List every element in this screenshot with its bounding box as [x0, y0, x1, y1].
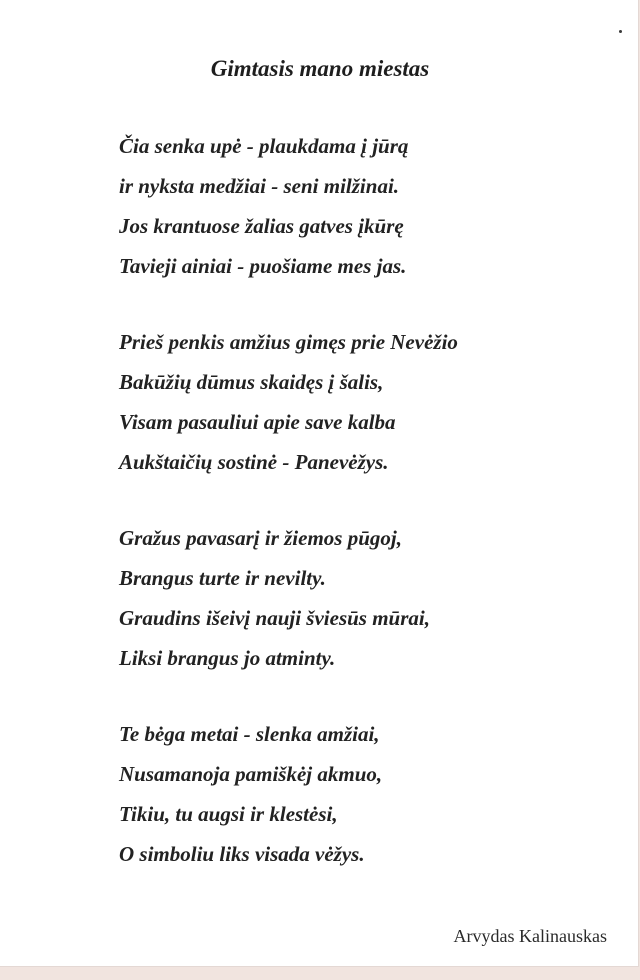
poem-line: Tikiu, tu augsi ir klestėsi, [119, 802, 338, 826]
poem-line: Jos krantuose žalias gatves įkūrę [119, 214, 404, 238]
poem-line: Gražus pavasarį ir žiemos pūgoj, [119, 526, 402, 550]
stanza-1 [119, 126, 408, 286]
stanza-4 [119, 714, 382, 874]
stanza-2 [119, 322, 458, 482]
poem-line: Graudins išeivį nauji šviesūs mūrai, [119, 606, 430, 630]
poem-line: Nusamanoja pamiškėj akmuo, [119, 762, 383, 786]
poem-line: O simboliu liks visada vėžys. [119, 842, 365, 866]
poem-line: Bakūžių dūmus skaidęs į šalis, [119, 370, 384, 394]
poem-line: Brangus turte ir nevilty. [119, 566, 326, 590]
stanza-3 [119, 518, 430, 678]
poem-line: Te bėga metai - slenka amžiai, [119, 722, 380, 746]
scan-speck [619, 30, 622, 33]
poem-line: Visam pasauliui apie save kalba [119, 410, 396, 434]
poem-line: Aukštaičių sostinė - Panevėžys. [119, 450, 389, 474]
poem-author: Arvydas Kalinauskas [453, 926, 607, 946]
poem-line: ir nyksta medžiai - seni milžinai. [119, 174, 400, 198]
poem-line: Prieš penkis amžius gimęs prie Nevėžio [119, 330, 458, 354]
poem-line: Liksi brangus jo atminty. [119, 646, 336, 670]
poem-title: Gimtasis mano miestas [210, 56, 430, 81]
poem-line: Čia senka upė - plaukdama į jūrą [119, 134, 409, 158]
poem-line: Tavieji ainiai - puošiame mes jas. [119, 254, 407, 278]
